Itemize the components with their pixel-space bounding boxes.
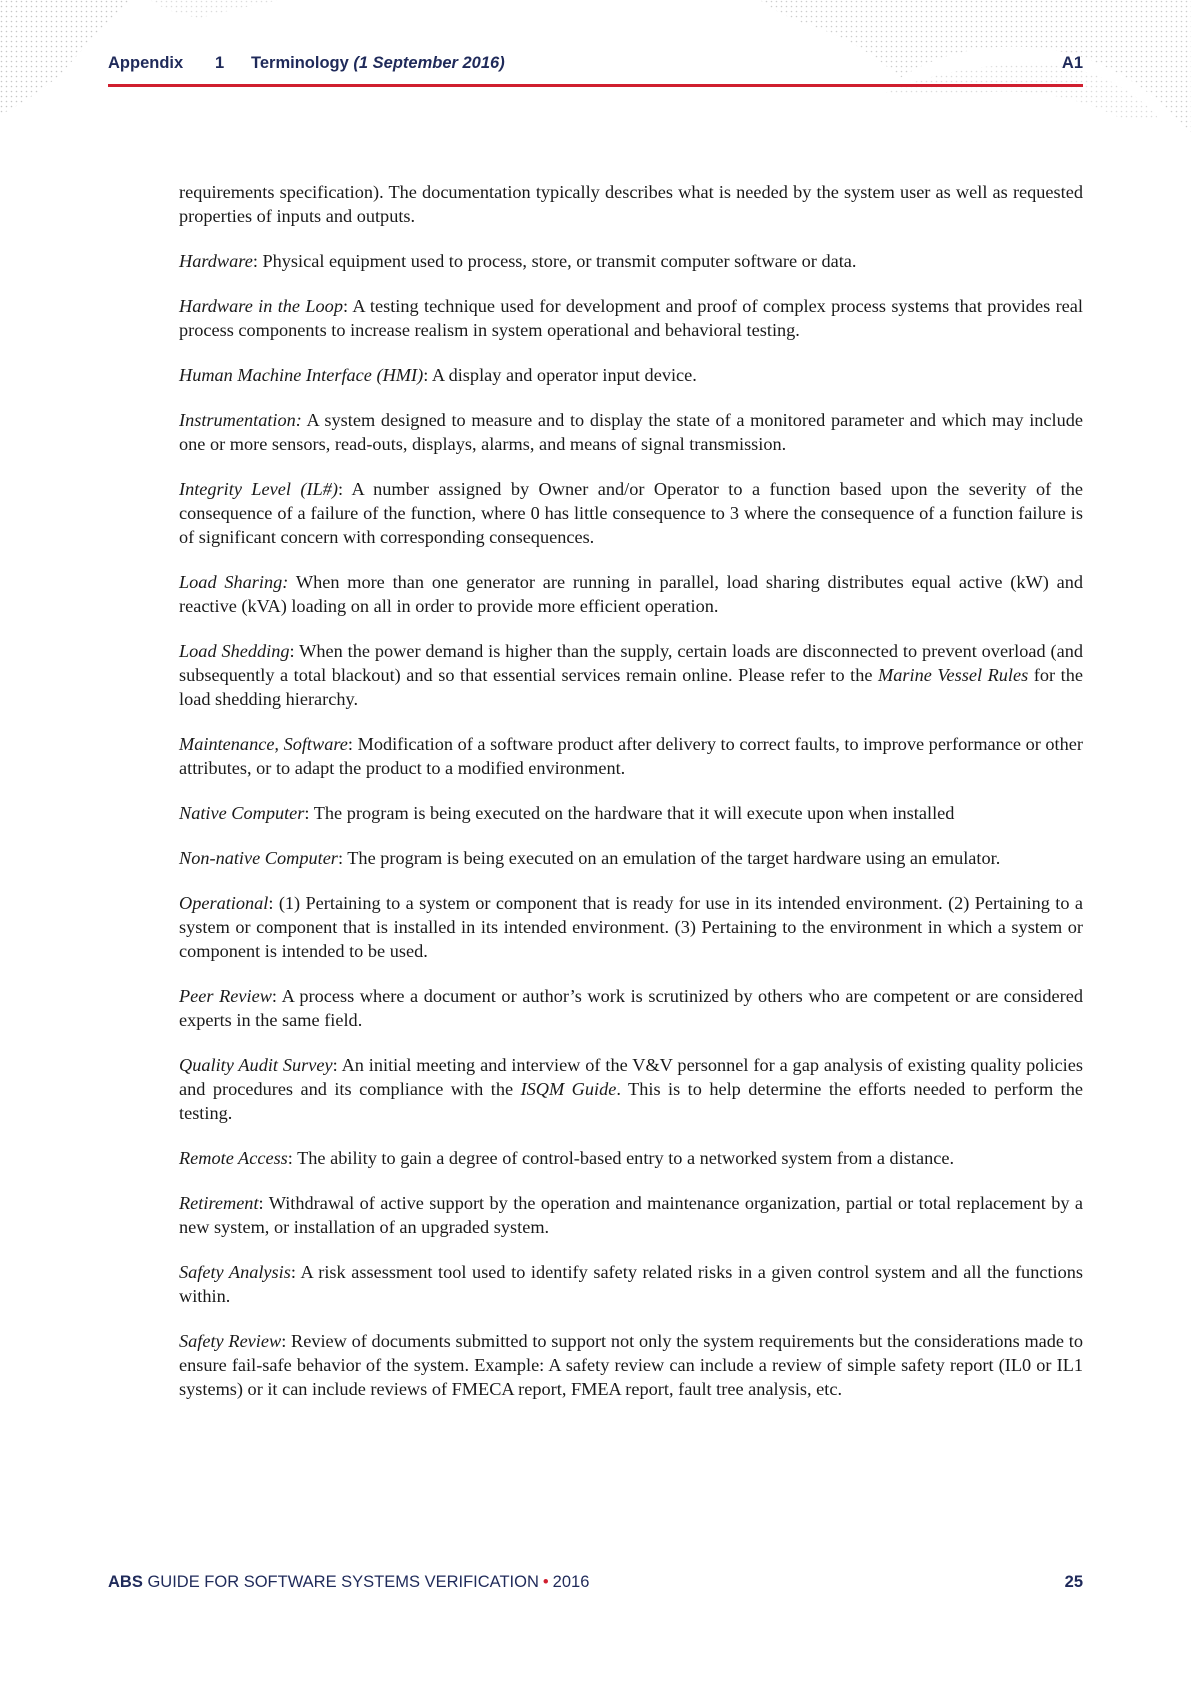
definition-term: Quality Audit Survey	[179, 1055, 333, 1075]
definition-peer-review: Peer Review: A process where a document or author’s work is scrutinized by others who are competent or are considered experts in the same field.	[179, 986, 1083, 1030]
definition-term: Operational	[179, 893, 269, 913]
footer-brand: ABS	[108, 1573, 143, 1591]
page-number: 25	[1064, 1573, 1083, 1591]
definition-term: Integrity Level (IL#)	[179, 479, 338, 499]
definition-text: (1) Pertaining to a system or component that is ready for use in its intended environment. (2) Pertaining to a system or component that is installed in its intended environment. (3) Pertaining to the environment in which a system or component is intended to be used.	[179, 893, 1083, 961]
definition-text: A display and operator input device.	[431, 365, 697, 385]
header-appendix-code: A1	[1061, 54, 1083, 72]
definition-text: The ability to gain a degree of control-based entry to a networked system from a distance.	[297, 1148, 955, 1168]
header-appendix-number: 1	[215, 54, 225, 72]
definition-text: A process where a document or author’s work is scrutinized by others who are competent or are considered experts in the same field.	[179, 986, 1083, 1030]
definition-term: Remote Access	[179, 1148, 288, 1168]
header-date: (1 September 2016)	[353, 54, 505, 72]
definition-maintenance-software: Maintenance, Software: Modification of a software product after delivery to correct faults, to improve performance or other attributes, or to adapt the product to a modified environment.	[179, 734, 1083, 778]
definition-safety-review: Safety Review: Review of documents submitted to support not only the system requirements but the considerations made to ensure fail-safe behavior of the system. Example: A safety review can include a review of simple safety report (IL0 or IL1 systems) or it can include reviews of FMECA report, FMEA report, fault tree analysis, etc.	[179, 1331, 1083, 1399]
definition-term: Native Computer	[179, 803, 305, 823]
header-rule	[108, 84, 1083, 87]
page-footer	[108, 1573, 1083, 1595]
definition-term: Peer Review	[179, 986, 272, 1006]
definition-load-sharing	[179, 570, 1083, 618]
continuation-paragraph: requirements specification). The documentation typically describes what is needed by the system user as well as requested properties of inputs and outputs.	[179, 182, 1083, 226]
definition-hardware: Hardware: Physical equipment used to process, store, or transmit computer software or data.	[179, 251, 857, 271]
footer-bullet: •	[542, 1573, 549, 1591]
definition-quality-audit-survey: Quality Audit Survey: An initial meeting and interview of the V&V personnel for a gap analysis of existing quality policies and procedures and its compliance with the ISQM Guide. This is to help determine the efforts needed to perform the testing.	[179, 1055, 1084, 1123]
definition-safety-analysis: Safety Analysis: A risk assessment tool used to identify safety related risks in a given control system and all the functions within.	[179, 1262, 1084, 1306]
footer-year: 2016	[552, 1573, 590, 1591]
definition-non-native-computer: Non-native Computer: The program is being executed on an emulation of the target hardware using an emulator.	[179, 848, 1001, 868]
footer-guide-title	[108, 1573, 589, 1592]
definition-text: The program is being executed on the hardware that it will execute upon when installed	[313, 803, 955, 823]
definition-text: A number assigned by Owner and/or Operator to a function based upon the severity of the consequence of a failure of the function, where 0 has little consequence to 3 where the consequence of a function failure is of significant concern with corresponding consequences.	[179, 479, 1084, 547]
header-title-text: Terminology	[251, 54, 349, 72]
definition-term: Safety Analysis	[179, 1262, 291, 1282]
definition-retirement: Retirement: Withdrawal of active support by the operation and maintenance organization, partial or total replacement by a new system, or installation of an upgraded system.	[179, 1193, 1084, 1237]
definition-text: Physical equipment used to process, store, or transmit computer software or data.	[262, 251, 857, 271]
definition-term: Retirement	[179, 1193, 259, 1213]
definition-text: Review of documents submitted to support not only the system requirements but the considerations made to ensure fail-safe behavior of the system. Example: A safety review can include a review of simple safety report (IL0 or IL1 systems) or it can include reviews of FMECA report, FMEA report, fault tree analysis, etc.	[179, 1331, 1083, 1399]
header-section-title	[251, 54, 505, 73]
definition-term: Safety Review	[179, 1331, 282, 1351]
definition-instrumentation	[179, 408, 1083, 456]
definition-text: An initial meeting and interview of the V&V personnel for a gap analysis of existing quality policies and procedures and its compliance with the	[179, 1055, 1083, 1099]
definition-term: Load Shedding	[179, 641, 290, 661]
definition-term: Hardware	[179, 251, 253, 271]
footer-title-text: GUIDE FOR SOFTWARE SYSTEMS VERIFICATION	[147, 1573, 539, 1591]
definition-text: When more than one generator are running in parallel, load sharing distributes equal active (kW) and reactive (kVA) loading on all in order to provide more efficient operation.	[179, 572, 1083, 616]
definition-load-shedding: Load Shedding: When the power demand is higher than the supply, certain loads are disconnected to prevent overload (and subsequently a total blackout) and so that essential services remain online. Please refer to the Marine Vessel Rules for the load shedding hierarchy.	[179, 641, 1084, 709]
definition-term: Non-native Computer	[179, 848, 338, 868]
definition-remote-access: Remote Access: The ability to gain a degree of control-based entry to a networked system from a distance.	[179, 1148, 955, 1168]
page-header	[108, 54, 1083, 76]
definition-term: Hardware in the Loop	[179, 296, 343, 316]
definition-term: Instrumentation:	[179, 410, 302, 430]
definition-native-computer: Native Computer: The program is being executed on the hardware that it will execute upon when installed	[179, 803, 955, 823]
definition-hardware-in-the-loop: Hardware in the Loop: A testing technique used for development and proof of complex process systems that provides real process components to increase realism in system operational and behavioral testing.	[179, 296, 1083, 340]
rules-reference: Marine Vessel Rules	[878, 665, 1029, 685]
definition-text: The program is being executed on an emulation of the target hardware using an emulator.	[347, 848, 1001, 868]
definition-term: Maintenance, Software	[179, 734, 348, 754]
definition-term: Load Sharing:	[179, 572, 289, 592]
definition-text: A system designed to measure and to display the state of a monitored parameter and which may include one or more sensors, read-outs, displays, alarms, and means of signal transmission.	[179, 410, 1084, 454]
definition-term: Human Machine Interface (HMI)	[179, 365, 424, 385]
definition-text: Modification of a software product after delivery to correct faults, to improve performance or other attributes, or to adapt the product to a modified environment.	[179, 734, 1083, 778]
terminology-body	[179, 180, 1083, 1422]
header-appendix-label: Appendix	[108, 54, 184, 72]
definition-text: When the power demand is higher than the supply, certain loads are disconnected to prevent overload (and subsequently a total blackout) and so that essential services remain online. Please refer to the	[179, 641, 1083, 685]
definition-text: A risk assessment tool used to identify safety related risks in a given control system and all the functions within.	[179, 1262, 1084, 1306]
definition-text: Withdrawal of active support by the operation and maintenance organization, partial or total replacement by a new system, or installation of an upgraded system.	[179, 1193, 1084, 1237]
definition-integrity-level: Integrity Level (IL#): A number assigned by Owner and/or Operator to a function based upon the severity of the consequence of a failure of the function, where 0 has little consequence to 3 where the consequence of a function failure is of significant concern with corresponding consequences.	[179, 479, 1084, 547]
definition-hmi: Human Machine Interface (HMI): A display and operator input device.	[179, 365, 697, 385]
definition-operational: Operational: (1) Pertaining to a system or component that is ready for use in its intended environment. (2) Pertaining to a system or component that is installed in its intended environment. (3) Pertaining to the environment in which a system or component is intended to be used.	[179, 893, 1083, 961]
definition-text: A testing technique used for development and proof of complex process systems that provides real process components to increase realism in system operational and behavioral testing.	[179, 296, 1083, 340]
guide-reference: ISQM Guide	[520, 1079, 617, 1099]
